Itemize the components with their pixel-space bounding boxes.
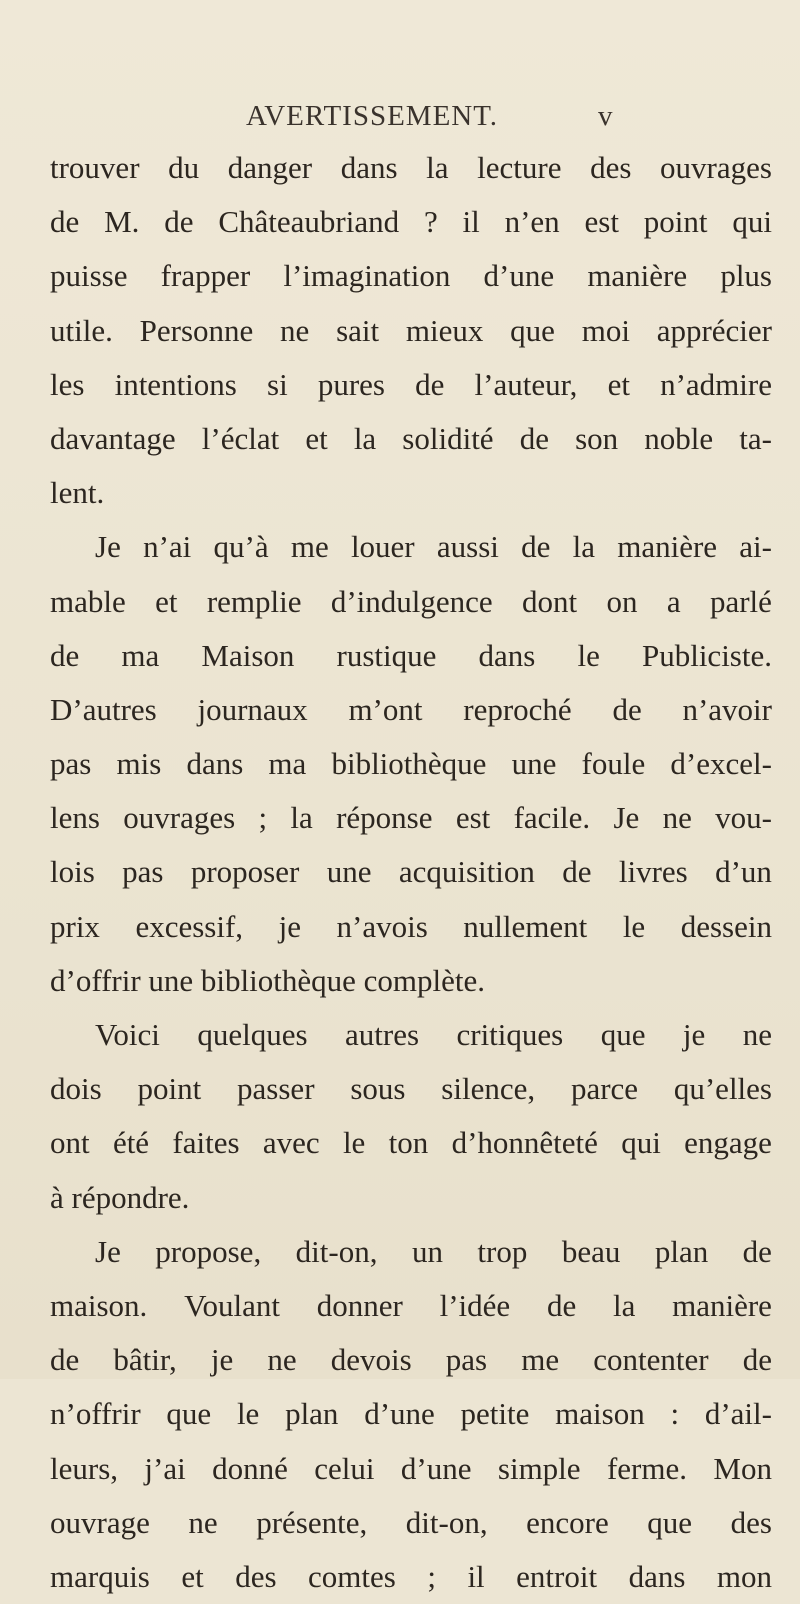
text-line xyxy=(50,737,772,791)
word: silence, xyxy=(441,1071,536,1107)
word: pas xyxy=(445,1342,488,1378)
word: que xyxy=(510,312,555,348)
word: quelques xyxy=(197,1017,308,1052)
word: que xyxy=(166,1396,212,1432)
word: le xyxy=(577,637,600,673)
word: m’ont xyxy=(348,691,423,727)
word: les xyxy=(50,366,85,402)
word: louer xyxy=(350,529,415,565)
word: petite xyxy=(460,1396,530,1432)
text-line xyxy=(50,1442,772,1496)
word: de xyxy=(546,1287,577,1323)
word: que xyxy=(600,1017,646,1052)
word: la xyxy=(290,800,313,836)
word: puisse xyxy=(50,258,128,294)
text-line xyxy=(50,1333,772,1387)
word: ai- xyxy=(739,529,772,565)
body-text xyxy=(50,141,772,1604)
word: ne xyxy=(188,1504,218,1540)
word: d’indulgence xyxy=(330,583,493,619)
word: de xyxy=(521,529,551,565)
word: entroit xyxy=(516,1558,598,1594)
text-line xyxy=(50,195,772,249)
word: marquis xyxy=(50,1558,150,1594)
word: livres xyxy=(618,854,688,890)
text-line xyxy=(50,791,772,845)
text-line xyxy=(50,1387,772,1441)
word: utile. xyxy=(50,312,113,348)
word: comtes xyxy=(308,1558,396,1594)
word: nullement xyxy=(463,908,588,944)
word: je xyxy=(682,1017,706,1052)
word: je xyxy=(278,908,301,944)
word: Publiciste. xyxy=(641,637,772,673)
word: excessif, xyxy=(135,908,244,944)
text-line-indented xyxy=(50,520,772,574)
word: l’éclat xyxy=(201,420,280,456)
word: dans xyxy=(628,1558,686,1594)
word: Maison xyxy=(201,637,295,673)
word: proposer xyxy=(190,854,300,890)
word: apprécier xyxy=(656,312,772,348)
word: Châteaubriand xyxy=(218,204,400,240)
word: ? xyxy=(423,204,438,240)
word: maison. xyxy=(50,1287,148,1323)
text-line-content xyxy=(95,1225,772,1279)
text-line-content xyxy=(95,520,772,574)
word: dit-on, xyxy=(295,1233,378,1269)
word: lens xyxy=(50,800,100,836)
word: présente, xyxy=(256,1504,368,1540)
word: pures xyxy=(317,366,385,402)
word: n’en xyxy=(504,204,560,240)
word: il xyxy=(467,1558,485,1594)
word: et xyxy=(181,1558,204,1594)
word: vou- xyxy=(715,800,772,836)
word: manière xyxy=(587,258,688,294)
word: ne xyxy=(267,1342,297,1378)
word: danger xyxy=(227,150,313,185)
text-line xyxy=(50,304,772,358)
word: mon xyxy=(716,1558,772,1594)
word: me xyxy=(290,529,329,565)
word: point xyxy=(137,1071,202,1107)
word: de xyxy=(164,204,194,240)
word: ferme. xyxy=(606,1450,687,1486)
word: ton xyxy=(388,1125,429,1161)
word: ne xyxy=(742,1017,772,1052)
word: engage xyxy=(684,1125,772,1161)
word: mis xyxy=(116,746,162,782)
word: beau xyxy=(561,1233,621,1269)
text-line xyxy=(50,1279,772,1333)
word: encore xyxy=(526,1504,609,1540)
word: ouvrages xyxy=(123,800,236,836)
word: ; xyxy=(258,800,268,836)
word: manière xyxy=(672,1287,772,1323)
word: plus xyxy=(720,258,772,294)
word: Mon xyxy=(713,1450,772,1486)
word: noble xyxy=(644,420,714,456)
word: trouver xyxy=(50,150,140,185)
word: aussi xyxy=(436,529,499,565)
word: de xyxy=(50,204,80,240)
word: la xyxy=(612,1287,636,1323)
word: une xyxy=(511,746,557,782)
word: de xyxy=(742,1233,772,1269)
word: dois xyxy=(50,1071,102,1107)
text-line xyxy=(50,1550,772,1604)
word: de xyxy=(742,1342,772,1378)
word: ne xyxy=(662,800,692,836)
text-line xyxy=(50,1116,772,1170)
word: des xyxy=(590,150,632,185)
word: bibliothèque xyxy=(331,746,487,782)
word: du xyxy=(168,150,200,185)
text-line-paragraph-end: à répondre. xyxy=(50,1179,190,1215)
page-header xyxy=(0,100,800,144)
word: qu’elles xyxy=(673,1071,772,1107)
word: : xyxy=(670,1396,680,1432)
word: rustique xyxy=(336,637,437,673)
word: ; xyxy=(427,1558,436,1594)
word: dans xyxy=(186,746,244,782)
text-line xyxy=(50,141,772,195)
word: est xyxy=(584,204,619,240)
word: pas xyxy=(122,854,164,890)
word: prix xyxy=(50,908,100,944)
word: celui xyxy=(314,1450,375,1486)
word: n’offrir xyxy=(50,1396,141,1432)
text-line xyxy=(50,900,772,954)
word: ma xyxy=(121,637,160,673)
word: l’imagination xyxy=(283,258,451,294)
word: simple xyxy=(497,1450,581,1486)
word: ne xyxy=(280,312,310,348)
word: d’honnêteté xyxy=(451,1125,598,1161)
word: n’ai xyxy=(143,529,192,565)
word: et xyxy=(155,583,178,619)
page-number: v xyxy=(598,100,613,132)
word: dans xyxy=(478,637,536,673)
word: d’une xyxy=(400,1450,472,1486)
text-line xyxy=(50,575,772,629)
word: un xyxy=(411,1233,443,1269)
word: d’excel- xyxy=(670,746,772,782)
word: le xyxy=(622,908,646,944)
word: donné xyxy=(212,1450,288,1486)
word: M. xyxy=(104,204,140,240)
word: une xyxy=(326,854,372,890)
word: d’une xyxy=(364,1396,435,1432)
word: on xyxy=(606,583,638,619)
text-line xyxy=(50,845,772,899)
word: le xyxy=(236,1396,260,1432)
word: propose, xyxy=(155,1233,262,1269)
word: que xyxy=(647,1504,693,1540)
word: facile. xyxy=(513,800,591,836)
text-line xyxy=(50,683,772,737)
word: de xyxy=(415,366,445,402)
word: il xyxy=(462,204,480,240)
word: intentions xyxy=(114,366,237,402)
word: l’idée xyxy=(439,1287,511,1323)
word: et xyxy=(305,420,328,456)
word: été xyxy=(112,1125,150,1161)
word: qui xyxy=(621,1125,661,1161)
word: réponse xyxy=(336,800,433,836)
text-line xyxy=(50,412,772,466)
word: ouvrages xyxy=(660,150,772,185)
word: frapper xyxy=(160,258,251,294)
word: point xyxy=(643,204,708,240)
word: dont xyxy=(522,583,578,619)
word: lecture xyxy=(477,150,562,185)
word: la xyxy=(353,420,377,456)
word: avec xyxy=(262,1125,320,1161)
word: devois xyxy=(330,1342,412,1378)
word: foule xyxy=(581,746,646,782)
word: Je xyxy=(613,800,640,836)
word: son xyxy=(575,420,619,456)
text-line-indented xyxy=(50,1008,772,1062)
word: de xyxy=(562,854,592,890)
word: mieux xyxy=(405,312,484,348)
word: plan xyxy=(285,1396,339,1432)
word: la xyxy=(572,529,595,565)
text-line xyxy=(50,1496,772,1550)
word: trop xyxy=(477,1233,528,1269)
word: manière xyxy=(617,529,718,565)
word: pas xyxy=(50,746,92,782)
word: donner xyxy=(316,1287,403,1323)
word: dans xyxy=(340,150,398,185)
text-line xyxy=(50,358,772,412)
text-line xyxy=(50,629,772,683)
word: leurs, xyxy=(50,1450,119,1486)
word: de xyxy=(612,691,642,727)
text-line-content xyxy=(95,1008,772,1062)
word: Voulant xyxy=(184,1287,280,1323)
word: de xyxy=(519,420,549,456)
word: n’avoir xyxy=(682,691,772,727)
word: Personne xyxy=(139,312,254,348)
word: passer xyxy=(237,1071,315,1107)
word: de xyxy=(50,637,80,673)
text-line xyxy=(50,249,772,303)
word: lois xyxy=(50,854,95,890)
word: n’admire xyxy=(660,366,772,402)
word: parlé xyxy=(709,583,772,619)
word: a xyxy=(666,583,681,619)
word: Je xyxy=(95,1233,121,1269)
text-line-indented xyxy=(50,1225,772,1279)
word: critiques xyxy=(456,1017,564,1052)
word: mable xyxy=(50,583,126,619)
word: remplie xyxy=(206,583,302,619)
word: journaux xyxy=(197,691,308,727)
word: n’avois xyxy=(336,908,428,944)
word: j’ai xyxy=(144,1450,186,1486)
word: de xyxy=(50,1342,80,1378)
word: la xyxy=(426,150,449,185)
word: solidité xyxy=(402,420,494,456)
word: et xyxy=(607,366,630,402)
word: sait xyxy=(336,312,380,348)
word: est xyxy=(455,800,491,836)
word: d’un xyxy=(715,854,772,890)
word: ta- xyxy=(739,420,772,456)
word: des xyxy=(235,1558,277,1594)
word: le xyxy=(342,1125,366,1161)
word: parce xyxy=(570,1071,639,1107)
word: ma xyxy=(268,746,307,782)
word: sous xyxy=(350,1071,406,1107)
word: dessein xyxy=(680,908,772,944)
word: ont xyxy=(50,1125,90,1161)
text-line-paragraph-end: d’offrir une bibliothèque complète. xyxy=(50,962,486,998)
word: qui xyxy=(732,204,772,240)
word: faites xyxy=(172,1125,240,1161)
text-line xyxy=(50,1062,772,1116)
running-head: AVERTISSEMENT. xyxy=(246,100,499,132)
word: me xyxy=(521,1342,560,1378)
word: si xyxy=(267,366,288,402)
word: Voici xyxy=(95,1017,160,1052)
word: d’une xyxy=(483,258,555,294)
word: qu’à xyxy=(213,529,269,565)
word: maison xyxy=(555,1396,645,1432)
word: l’auteur, xyxy=(474,366,578,402)
word: moi xyxy=(581,312,630,348)
word: des xyxy=(730,1504,772,1540)
word: je xyxy=(210,1342,234,1378)
word: autres xyxy=(345,1017,420,1052)
word: plan xyxy=(654,1233,709,1269)
word: reproché xyxy=(463,691,572,727)
word: Je xyxy=(95,529,121,565)
word: D’autres xyxy=(50,691,157,727)
word: bâtir, xyxy=(113,1342,177,1378)
word: ouvrage xyxy=(50,1504,150,1540)
text-line-paragraph-end: lent. xyxy=(50,475,105,511)
word: contenter xyxy=(593,1342,709,1378)
word: davantage xyxy=(50,420,176,456)
word: acquisition xyxy=(398,854,535,890)
word: d’ail- xyxy=(704,1396,772,1432)
word: dit-on, xyxy=(405,1504,488,1540)
